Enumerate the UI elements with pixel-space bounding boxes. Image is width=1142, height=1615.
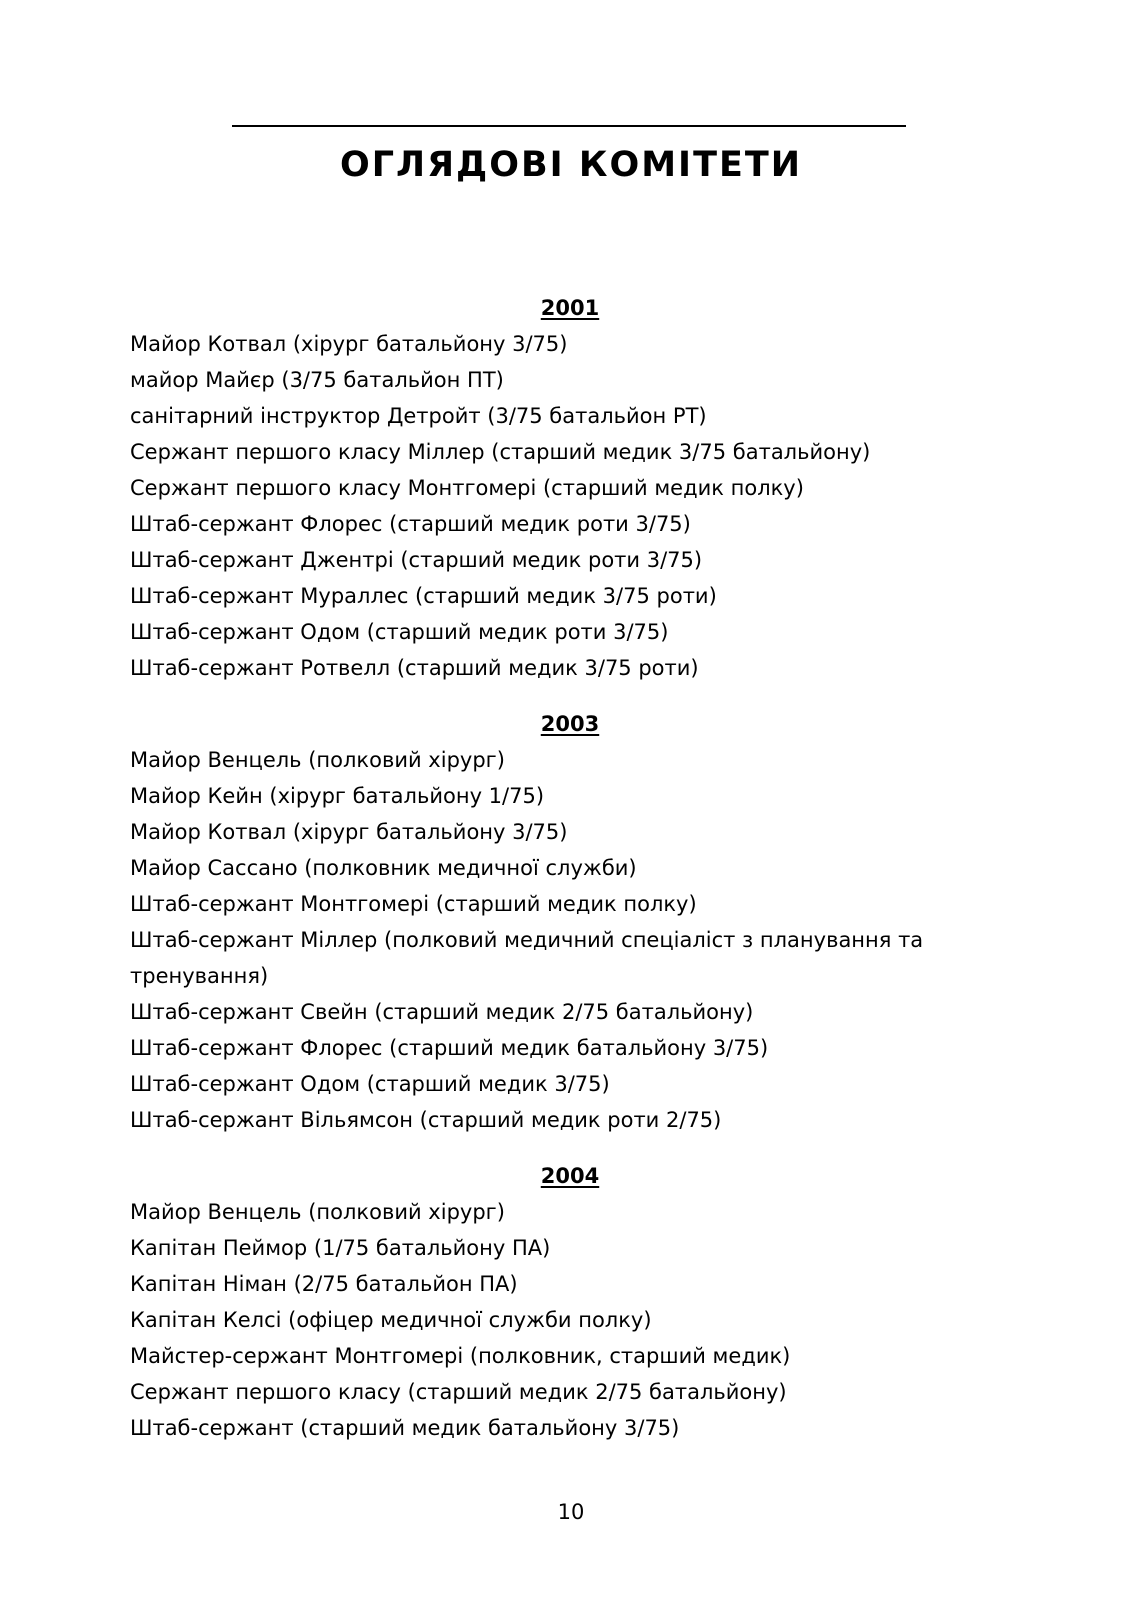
list-item: Майор Котвал (хірург батальйону 3/75) — [130, 820, 568, 844]
list-item: Сержант першого класу Міллер (старший медик 3/75 батальйону) — [130, 440, 871, 464]
list-item: Капітан Пеймор (1/75 батальйону ПА) — [130, 1236, 551, 1260]
section-2003 — [130, 706, 1010, 1138]
list-item: Штаб-сержант Одом (старший медик 3/75) — [130, 1072, 610, 1096]
entry-list — [130, 326, 1010, 686]
list-item: Штаб-сержант Вільямсон (старший медик роти 2/75) — [130, 1108, 722, 1132]
list-item: Капітан Келсі (офіцер медичної служби полку) — [130, 1308, 652, 1332]
list-item: Сержант першого класу Монтгомері (старший медик полку) — [130, 476, 804, 500]
entry-list — [130, 742, 1010, 1138]
section-2001 — [130, 290, 1010, 686]
list-item: Штаб-сержант Свейн (старший медик 2/75 батальйону) — [130, 1000, 754, 1024]
list-item: Майор Котвал (хірург батальйону 3/75) — [130, 332, 568, 356]
list-item: Штаб-сержант Флорес (старший медик роти 3/75) — [130, 512, 691, 536]
list-item: Майор Венцель (полковий хірург) — [130, 1200, 505, 1224]
list-item: Капітан Німан (2/75 батальйон ПА) — [130, 1272, 518, 1296]
list-item: Штаб-сержант Одом (старший медик роти 3/75) — [130, 620, 669, 644]
list-item: Штаб-сержант Джентрі (старший медик роти 3/75) — [130, 548, 703, 572]
list-item: Штаб-сержант Мураллес (старший медик 3/75 роти) — [130, 584, 717, 608]
section-year: 2004 — [540, 1164, 600, 1188]
list-item: санітарний інструктор Детройт (3/75 батальйон РТ) — [130, 404, 707, 428]
list-item: Штаб-сержант (старший медик батальйону 3/75) — [130, 1416, 680, 1440]
page-title: ОГЛЯДОВІ КОМІТЕТИ — [339, 145, 803, 185]
page-number: 10 — [557, 1500, 585, 1524]
committees-list — [130, 290, 1010, 1446]
list-item: Майор Венцель (полковий хірург) — [130, 748, 505, 772]
list-item: Штаб-сержант Флорес (старший медик батальйону 3/75) — [130, 1036, 769, 1060]
section-year: 2001 — [540, 296, 600, 320]
list-item: Штаб-сержант Монтгомері (старший медик полку) — [130, 892, 697, 916]
list-item: Штаб-сержант Ротвелл (старший медик 3/75 роти) — [130, 656, 699, 680]
list-item: Майор Кейн (хірург батальйону 1/75) — [130, 784, 545, 808]
entry-list — [130, 1194, 1010, 1446]
list-item: Штаб-сержант Міллер (полковий медичний спеціаліст з планування та тренування) — [130, 928, 924, 988]
section-2004 — [130, 1158, 1010, 1446]
list-item: майор Майєр (3/75 батальйон ПТ) — [130, 368, 504, 392]
section-year: 2003 — [540, 712, 600, 736]
list-item: Майор Сассано (полковник медичної служби) — [130, 856, 637, 880]
title-rule — [232, 125, 906, 127]
list-item: Майстер-сержант Монтгомері (полковник, старший медик) — [130, 1344, 791, 1368]
list-item: Сержант першого класу (старший медик 2/75 батальйону) — [130, 1380, 787, 1404]
